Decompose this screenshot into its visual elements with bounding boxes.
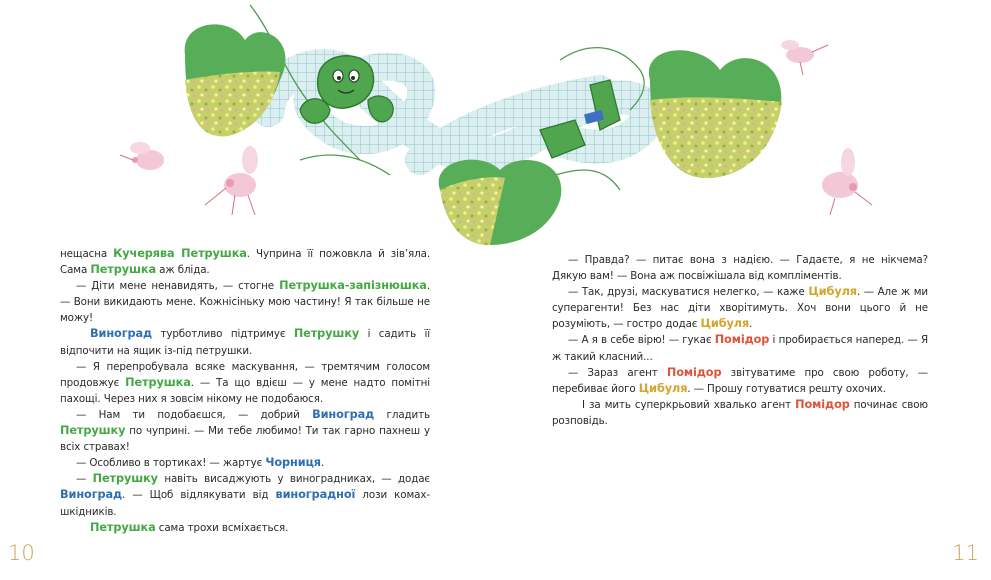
character-name: Петрушку	[92, 472, 158, 486]
mosquito-mid-left	[205, 146, 258, 215]
paragraph: — Особливо в тортиках! — жартує Чорниця.	[76, 456, 325, 470]
paragraph: — Так, друзі, маскуватися нелегко, — каже Цибуля. — Але ж ми суперагенти! Без нас діти хворітимуть. Хоч вони цього й не розуміють, — гостро додає Цибуля.	[552, 285, 928, 331]
character-name: Кучерява Петрушка	[113, 247, 247, 260]
paragraph: І за мить суперкрьовий хвалько агент Помідор починає свою розповідь.	[552, 397, 928, 427]
character-name: Помідор	[666, 365, 722, 379]
character-name: Цибуля	[638, 381, 688, 395]
character-name: Петрушку	[293, 327, 360, 341]
right-page-text	[552, 252, 928, 429]
character-name: виноградної	[275, 488, 356, 502]
character-name: Петрушку	[60, 424, 126, 438]
paragraph: — А я в себе вірю! — гукає Помідор і пробирається наперед. — Я ж такий класний...	[552, 333, 929, 363]
character-name: Помідор	[714, 333, 770, 347]
leaf-bottom-center	[439, 160, 562, 245]
character-name: Виноград	[312, 407, 375, 421]
paragraph: — Нам ти подобаєшся, — добрий Виноград гладить Петрушку по чуприні. — Ми тебе любимо! Ти так гарно пахнеш у всіх стравах!	[60, 407, 431, 454]
paragraph: Виноград турботливо підтримує Петрушку і садить її відпочити на ящик із-під петрушки.	[60, 327, 430, 357]
paragraph: — Діти мене ненавидять, — стогне Петрушка-запізнюшка. — Вони викидають мене. Кожнісіньку мою частину! Я так більше не можу!	[60, 279, 430, 325]
character-name: Виноград	[90, 327, 153, 341]
character-name: Виноград	[60, 488, 123, 502]
paragraph: нещасна Кучерява Петрушка. Чуприна її пожовкла й зів’яла. Сама Петрушка аж бліда.	[60, 247, 430, 277]
character-name: Петрушка	[90, 520, 156, 534]
mosquito-right	[822, 148, 872, 215]
character-name: Петрушка-запізнюшка	[279, 279, 427, 293]
paragraph: — Я перепробувала всяке маскування, — тремтячим голосом продовжує Петрушка. — Та що вдієш — у мене надто помітні пахощі. Через них я зовсім нікому не подобаюся.	[60, 360, 430, 405]
paragraph: — Петрушку навіть висаджують у виноградниках, — додає Виноград. — Щоб відлякувати від виноградної лози комах-шкідників.	[60, 472, 430, 518]
page-number-left: 10	[8, 541, 35, 565]
left-page-text	[60, 246, 430, 536]
paragraph: — Правда? — питає вона з надією. — Гадаєте, я не нікчема? Дякую вам! — Вона аж посвіжішала від компліментів.	[552, 254, 928, 283]
character-name: Цибуля	[808, 285, 857, 299]
leaf-right	[649, 50, 782, 178]
paragraph: Петрушка сама трохи всміхається.	[90, 520, 289, 534]
mosquito-left	[120, 142, 164, 170]
character-name: Помідор	[795, 397, 850, 411]
character-name: Петрушка	[125, 375, 191, 389]
mosquito-top-right	[781, 40, 828, 75]
page-number-right: 11	[952, 541, 979, 565]
character-name: Чорниця	[265, 456, 321, 470]
character-name: Цибуля	[700, 317, 750, 331]
character-name: Петрушка	[90, 263, 156, 277]
paragraph: — Зараз агент Помідор звітуватиме про свою роботу, — перебиває його Цибуля. — Прошу готуватися решту охочих.	[552, 365, 928, 395]
illustration	[0, 0, 991, 250]
